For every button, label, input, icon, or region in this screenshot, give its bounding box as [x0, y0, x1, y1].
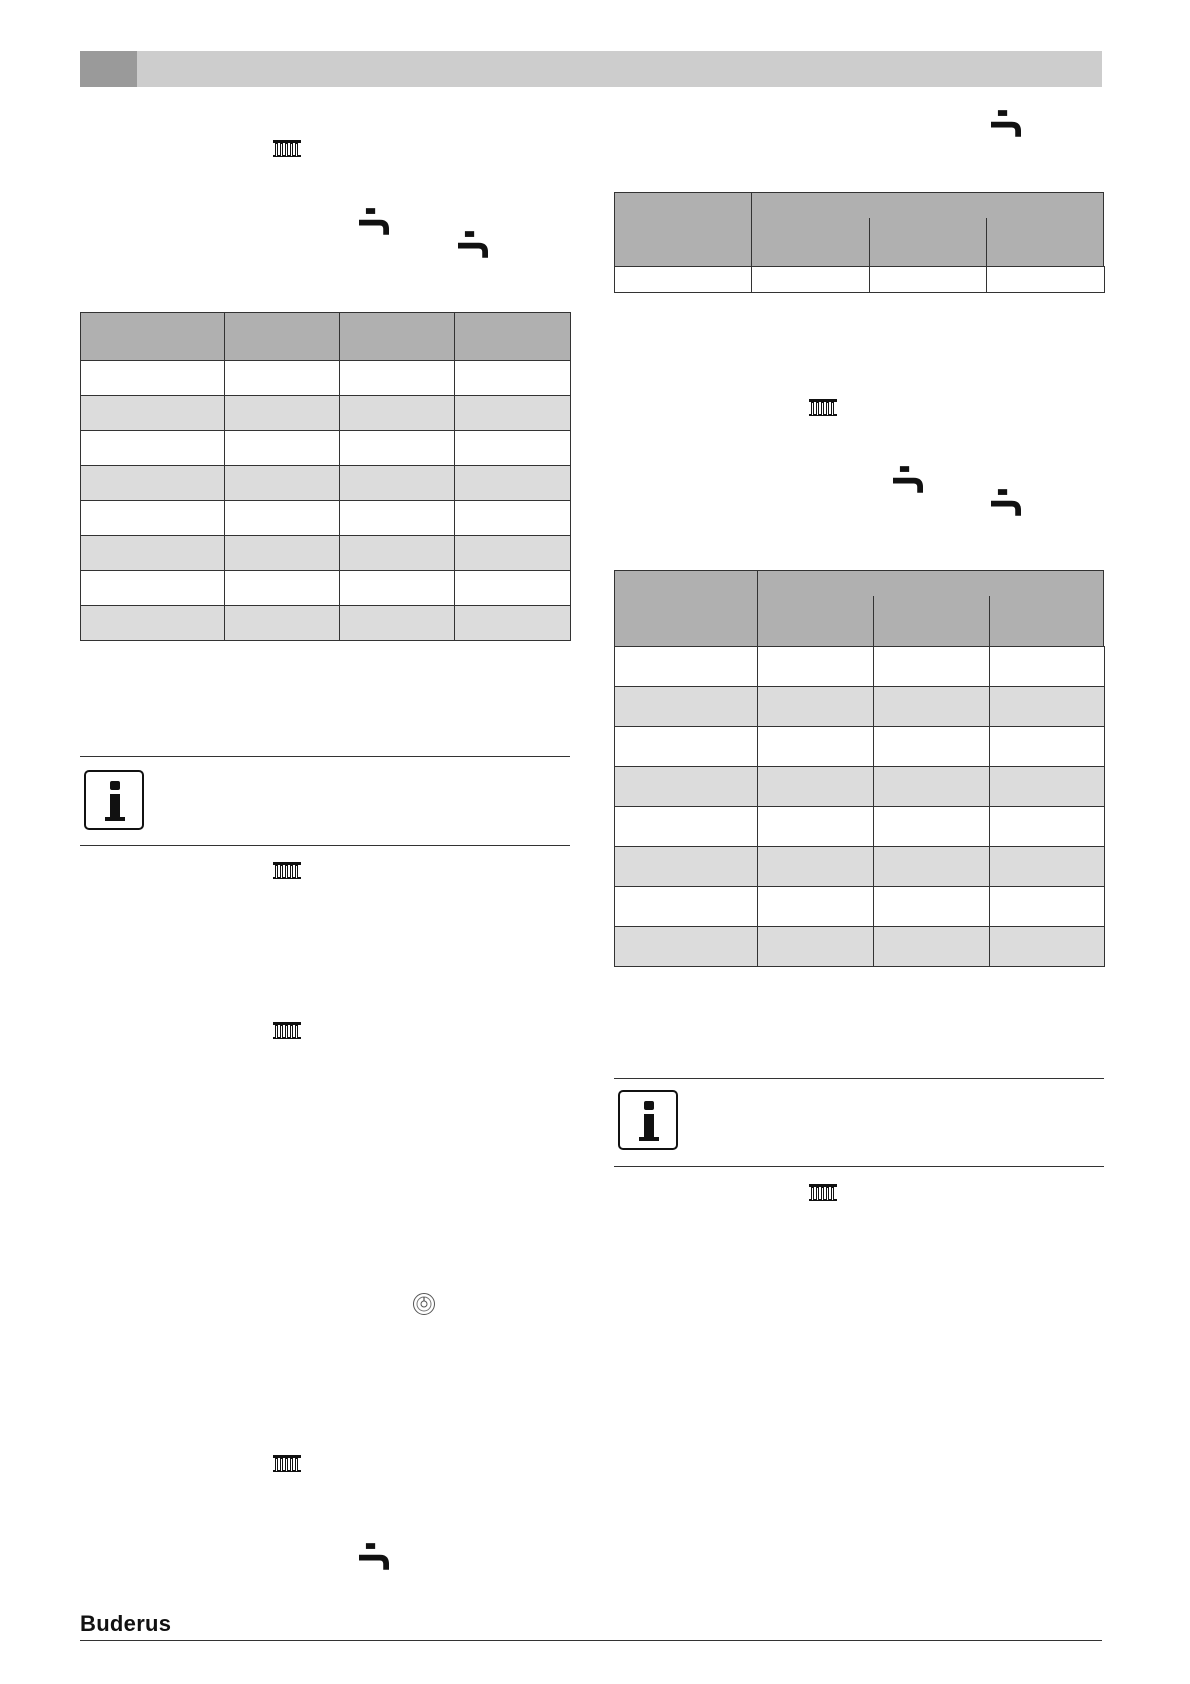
table-row — [615, 647, 1105, 687]
radiator-icon — [808, 397, 838, 419]
radiator-icon — [272, 138, 302, 160]
footer-rule — [80, 1640, 1102, 1641]
table-row — [81, 361, 571, 396]
table-row — [81, 501, 571, 536]
header-section-tab — [80, 51, 137, 87]
table-row — [615, 767, 1105, 807]
table-row — [81, 466, 571, 501]
table-row — [615, 687, 1105, 727]
table-row — [81, 606, 571, 641]
settings-table-right-1 — [614, 266, 1105, 293]
radiator-icon — [272, 1453, 302, 1475]
table-row — [615, 847, 1105, 887]
table-row — [615, 927, 1105, 967]
settings-table-right-2 — [614, 646, 1105, 967]
control-knob-icon — [412, 1292, 436, 1316]
hot-water-tap-icon — [356, 1542, 392, 1572]
info-box-top-rule — [80, 756, 570, 757]
table-row — [81, 431, 571, 466]
hot-water-tap-icon — [455, 230, 491, 260]
info-icon — [618, 1090, 678, 1150]
table-row — [615, 887, 1105, 927]
info-box-bottom-rule — [80, 845, 570, 846]
table-header-cell — [81, 313, 225, 361]
table-row — [81, 536, 571, 571]
table-header — [614, 192, 1104, 267]
info-icon — [84, 770, 144, 830]
info-box-bottom-rule — [614, 1166, 1104, 1167]
radiator-icon — [272, 860, 302, 882]
info-box-top-rule — [614, 1078, 1104, 1079]
table-header-cell — [225, 313, 340, 361]
header-bar — [137, 51, 1102, 87]
table-header — [614, 570, 1104, 647]
hot-water-tap-icon — [988, 488, 1024, 518]
table-header-cell — [340, 313, 455, 361]
hot-water-tap-icon — [988, 109, 1024, 139]
table-row — [81, 396, 571, 431]
table-row — [615, 267, 1105, 293]
hot-water-tap-icon — [890, 465, 926, 495]
radiator-icon — [808, 1182, 838, 1204]
table-header-cell — [455, 313, 571, 361]
table-row — [615, 727, 1105, 767]
table-row — [615, 807, 1105, 847]
hot-water-tap-icon — [356, 207, 392, 237]
brand-logo: Buderus — [80, 1611, 172, 1636]
radiator-icon — [272, 1020, 302, 1042]
settings-table-left — [80, 312, 571, 641]
table-row — [81, 571, 571, 606]
